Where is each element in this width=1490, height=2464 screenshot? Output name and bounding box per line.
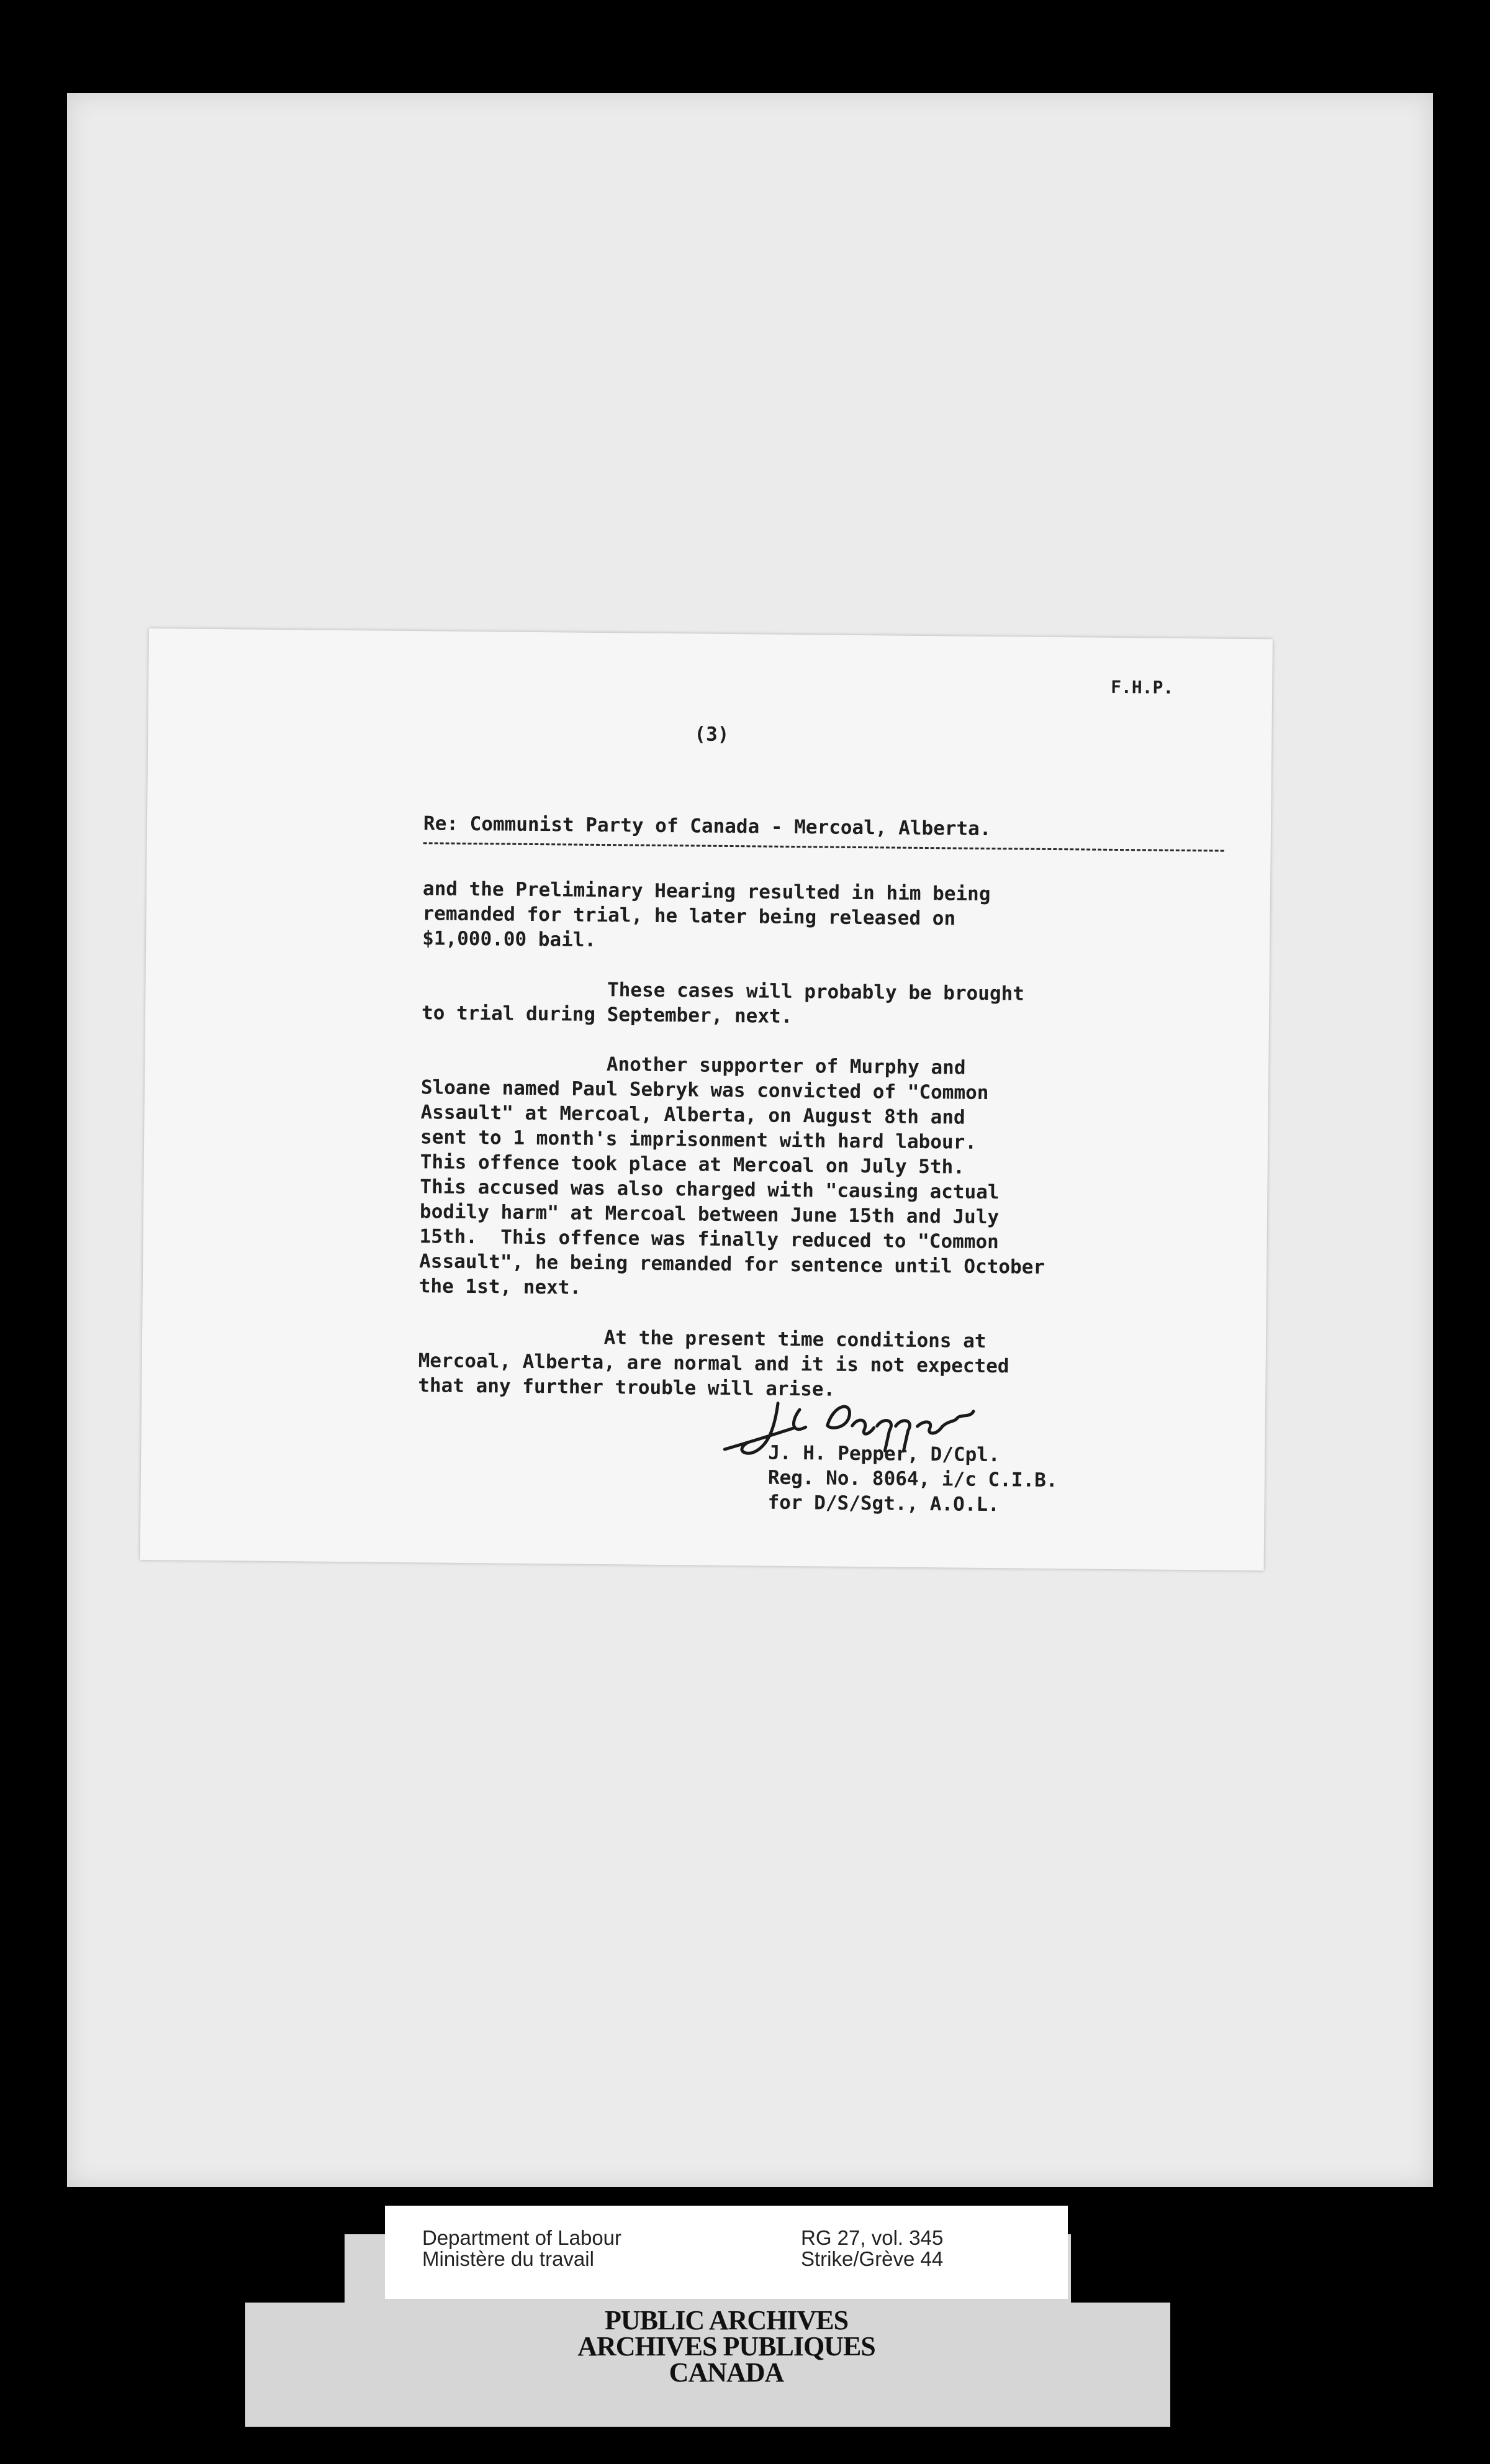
page-number: (3) xyxy=(694,723,729,746)
label-notch-right xyxy=(1071,2234,1170,2303)
record-group-reference: RG 27, vol. 345 xyxy=(801,2226,944,2249)
typist-initials: F.H.P. xyxy=(1111,676,1174,698)
subject-line: Re: Communist Party of Canada - Mercoal, Alberta. xyxy=(423,812,991,841)
department-french: Ministère du travail xyxy=(422,2247,594,2270)
department-english: Department of Labour xyxy=(422,2226,622,2249)
archives-line-1: PUBLIC ARCHIVES xyxy=(604,2305,849,2335)
subject-underline xyxy=(423,842,1224,851)
label-notch-left xyxy=(245,2234,345,2303)
archives-stamp xyxy=(385,2305,1068,2388)
signature-block: J. H. Pepper, D/Cpl. Reg. No. 8064, i/c C.I.B. for D/S/Sgt., A.O.L. xyxy=(767,1441,1058,1516)
archives-line-3: CANADA xyxy=(669,2357,784,2388)
archives-line-2: ARCHIVES PUBLIQUES xyxy=(577,2331,875,2362)
strike-number: Strike/Grève 44 xyxy=(801,2247,944,2270)
letter-body: and the Preliminary Hearing resulted in him being remanded for trial, he later being released on $1,000.00 bail. These cases will probably be brought to trial during September, next. Another supporter of Murphy and Sloane named Paul Sebryk was convicted of "Common Assault" at Mercoal, Alberta, on August 8th and sent to 1 month's imprisonment with hard labour. This offence took place at Mercoal on July 5th. This accused was also charged with "causing actual bodily harm" at Mercoal between June 15th and July 15th. This offence was finally reduced to "Common Assault", he being remanded for sentence until October the 1st, next. At the present time conditions at Mercoal, Alberta, are normal and it is not expected that any further trouble will arise. xyxy=(418,877,1045,1401)
typed-letter-page xyxy=(140,628,1273,1570)
